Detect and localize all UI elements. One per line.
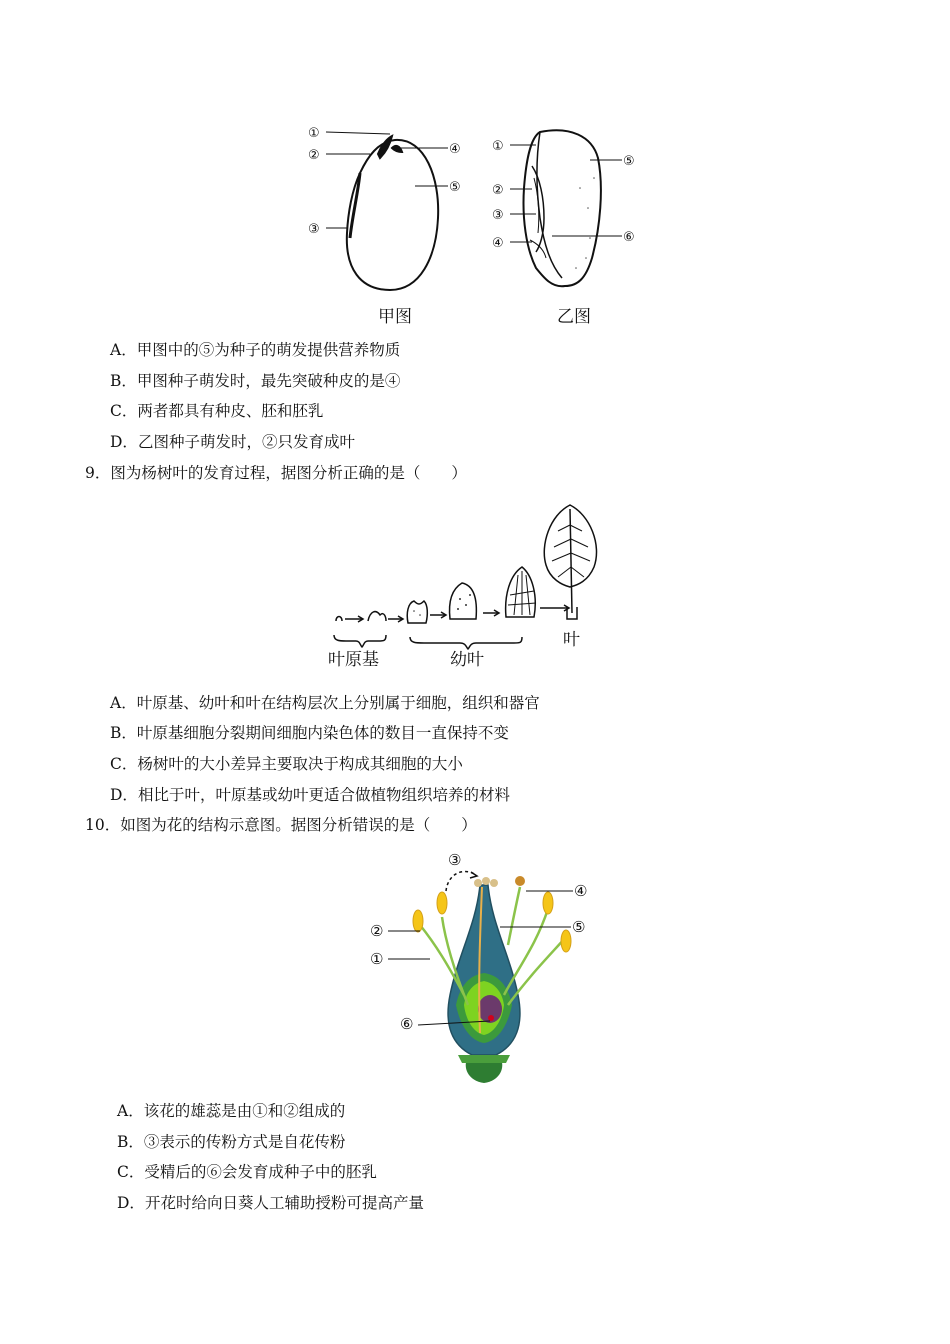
anther-3 xyxy=(543,892,553,914)
flower-label-2: ② xyxy=(370,922,384,940)
left-label-3: ③ xyxy=(308,222,320,237)
ovule-center xyxy=(488,1015,494,1021)
q9-number: 9． xyxy=(85,464,111,482)
q8-option-a-text: 甲图中的⑤为种子的萌发提供营养物质 xyxy=(136,341,401,359)
leaf-development-svg xyxy=(320,495,610,675)
q9-stem xyxy=(85,463,467,483)
q10-option-c xyxy=(117,1162,377,1182)
q10-option-b xyxy=(117,1132,345,1152)
q9-option-b-text: 叶原基细胞分裂期间细胞内染色体的数目一直保持不变 xyxy=(136,724,509,742)
q10-option-d-text: 开花时给向日葵人工辅助授粉可提高产量 xyxy=(144,1194,424,1212)
left-caption: 甲图 xyxy=(378,307,412,327)
q9-option-a xyxy=(110,693,540,713)
q10-option-d xyxy=(117,1193,424,1213)
left-label-2: ② xyxy=(308,148,320,163)
q10-option-a-text: 该花的雄蕊是由①和②组成的 xyxy=(143,1102,346,1120)
q8-option-b-text: 甲图种子萌发时，最先突破种皮的是④ xyxy=(136,372,401,390)
q8-option-c-letter: C． xyxy=(110,402,138,420)
flower-label-5: ⑤ xyxy=(572,918,586,936)
q10-option-c-text: 受精后的⑥会发育成种子中的胚乳 xyxy=(144,1163,377,1181)
q10-option-a-letter: A． xyxy=(117,1102,144,1120)
right-label-2: ② xyxy=(492,183,504,198)
q8-option-b-letter: B． xyxy=(110,372,137,390)
primordium-shape-2 xyxy=(368,612,386,621)
q8-option-a xyxy=(110,340,400,360)
right-label-5: ⑤ xyxy=(623,154,635,169)
primordium-shape-1 xyxy=(336,617,342,622)
anther-2 xyxy=(413,910,423,932)
flower-label-3: ③ xyxy=(448,851,462,869)
q9-option-c xyxy=(110,754,463,774)
flower-label-6: ⑥ xyxy=(400,1015,414,1033)
right-label-4: ④ xyxy=(492,236,504,251)
anther-1 xyxy=(437,892,447,914)
flower-label-4: ④ xyxy=(574,882,588,900)
q10-option-c-letter: C． xyxy=(117,1163,145,1181)
q9-option-a-letter: A． xyxy=(110,694,137,712)
seed-figure xyxy=(300,118,650,328)
label-young-leaf: 幼叶 xyxy=(450,650,484,670)
q9-option-d-text: 相比于叶，叶原基或幼叶更适合做植物组织培养的材料 xyxy=(137,786,510,804)
q10-stem xyxy=(85,815,477,835)
q9-option-b-letter: B． xyxy=(110,724,137,742)
q10-option-b-letter: B． xyxy=(117,1133,144,1151)
label-leaf-primordium: 叶原基 xyxy=(328,650,379,670)
q8-option-b xyxy=(110,371,400,391)
q8-option-c xyxy=(110,401,323,421)
label-leaf: 叶 xyxy=(563,630,580,650)
young-leaf-1 xyxy=(407,601,427,623)
q9-option-c-text: 杨树叶的大小差异主要取决于构成其细胞的大小 xyxy=(137,755,463,773)
q9-option-b xyxy=(110,723,509,743)
q8-option-d xyxy=(110,432,355,452)
q9-option-d xyxy=(110,785,510,805)
q9-option-d-letter: D． xyxy=(110,786,138,804)
flower-label-1: ① xyxy=(370,950,384,968)
q8-option-a-letter: A． xyxy=(110,341,137,359)
leaf-development-figure xyxy=(320,495,610,675)
q10-stem-text: 如图为花的结构示意图。据图分析错误的是（ ） xyxy=(120,816,477,834)
right-caption: 乙图 xyxy=(557,307,591,327)
corn-seed-drawing xyxy=(524,130,601,286)
bean-seed-drawing xyxy=(347,136,438,290)
q9-option-c-letter: C． xyxy=(110,755,138,773)
q10-option-d-letter: D． xyxy=(117,1194,145,1212)
seed-diagram-svg xyxy=(300,118,650,328)
q9-stem-text: 图为杨树叶的发育过程，据图分析正确的是（ ） xyxy=(110,464,467,482)
right-label-3: ③ xyxy=(492,208,504,223)
q8-option-c-text: 两者都具有种皮、胚和胚乳 xyxy=(137,402,324,420)
right-label-1: ① xyxy=(492,139,504,154)
young-leaf-2 xyxy=(450,583,477,619)
right-label-6: ⑥ xyxy=(623,230,635,245)
q8-option-d-text: 乙图种子萌发时，②只发育成叶 xyxy=(137,433,355,451)
q8-option-d-letter: D． xyxy=(110,433,138,451)
flower-diagram-svg xyxy=(360,845,620,1095)
q10-number: 10． xyxy=(85,816,121,834)
pollen-grain xyxy=(515,876,525,886)
flower-figure xyxy=(360,845,620,1095)
left-label-1: ① xyxy=(308,126,320,141)
anther-4 xyxy=(561,930,571,952)
q10-option-a xyxy=(117,1101,345,1121)
q9-option-a-text: 叶原基、幼叶和叶在结构层次上分别属于细胞，组织和器官 xyxy=(136,694,540,712)
q10-option-b-text: ③表示的传粉方式是自花传粉 xyxy=(143,1133,346,1151)
left-label-4: ④ xyxy=(449,142,461,157)
left-label-5: ⑤ xyxy=(449,180,461,195)
